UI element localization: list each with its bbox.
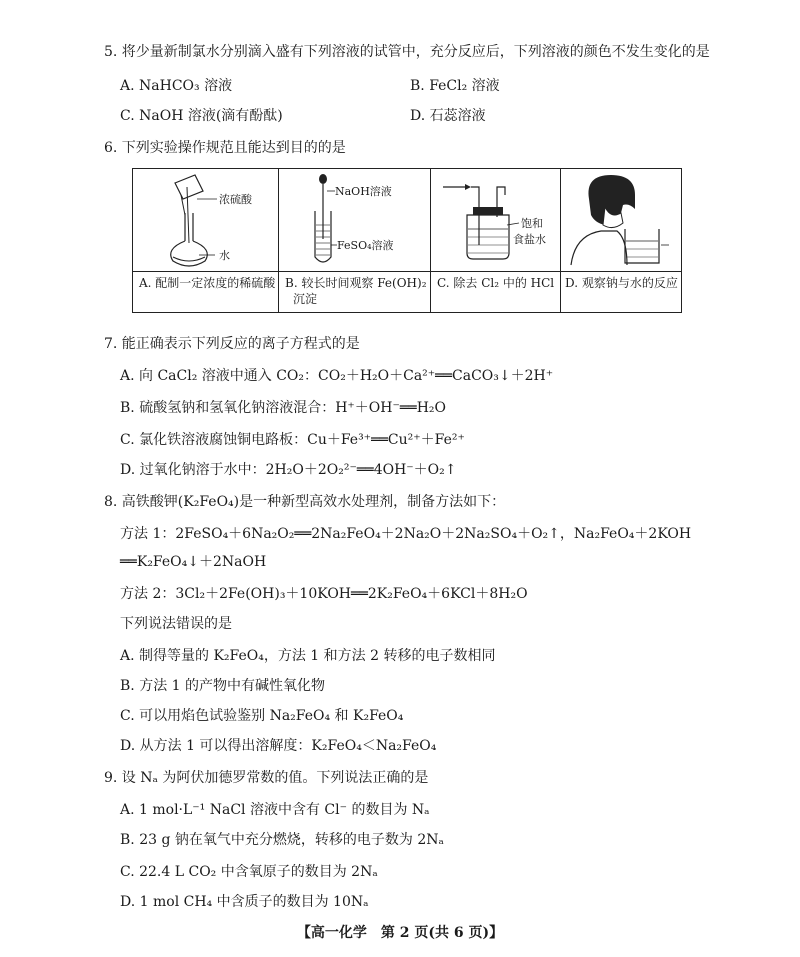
label-conc-acid: 浓硫酸 <box>219 193 252 206</box>
q5-option-a: A. NaHCO₃ 溶液 <box>120 78 233 94</box>
figure-cell-d <box>561 169 683 312</box>
caption-a: A. 配制一定浓度的稀硫酸 <box>139 276 276 290</box>
q6-stem: 6. 下列实验操作规范且能达到目的的是 <box>104 140 346 156</box>
sodium-water-observation-icon <box>561 169 683 271</box>
q7-stem: 7. 能正确表示下列反应的离子方程式的是 <box>104 336 360 352</box>
dilution-apparatus-icon <box>133 169 279 271</box>
q8-method-1-line1: 方法 1：2FeSO₄＋6Na₂O₂══2Na₂FeO₄＋2Na₂O＋2Na₂SO₄＋O₂↑，Na₂FeO₄＋2KOH <box>120 526 692 542</box>
q5-option-c: C. NaOH 溶液(滴有酚酞) <box>120 108 283 124</box>
q7-option-b: B. 硫酸氢钠和氢氧化钠溶液混合：H⁺＋OH⁻══H₂O <box>120 400 447 416</box>
label-naoh: NaOH溶液 <box>335 185 392 198</box>
caption-d: D. 观察钠与水的反应 <box>565 276 678 290</box>
q9-option-a: A. 1 mol·L⁻¹ NaCl 溶液中含有 Cl⁻ 的数目为 Nₐ <box>120 802 430 818</box>
q8-stem: 8. 高铁酸钾(K₂FeO₄)是一种新型高效水处理剂，制备方法如下： <box>104 494 506 510</box>
q9-stem: 9. 设 Nₐ 为阿伏加德罗常数的值。下列说法正确的是 <box>104 770 429 786</box>
figure-cell-a <box>133 169 279 312</box>
q8-option-b: B. 方法 1 的产物中有碱性氧化物 <box>120 678 325 694</box>
label-feso4: FeSO₄溶液 <box>337 239 394 252</box>
q9-option-b: B. 23 g 钠在氧气中充分燃烧，转移的电子数为 2Nₐ <box>120 832 444 848</box>
figure-cell-c <box>431 169 561 312</box>
caption-b <box>285 275 427 307</box>
label-water: 水 <box>219 249 230 262</box>
q7-option-c: C. 氯化铁溶液腐蚀铜电路板：Cu＋Fe³⁺══Cu²⁺＋Fe²⁺ <box>120 432 465 448</box>
caption-b-line2: 沉淀 <box>293 292 318 306</box>
caption-c: C. 除去 Cl₂ 中的 HCl <box>437 276 555 290</box>
caption-b-line1: B. 较长时间观察 Fe(OH)₂ <box>285 276 427 290</box>
label-brine-2: 食盐水 <box>513 233 546 246</box>
q8-option-d: D. 从方法 1 可以得出溶解度：K₂FeO₄＜Na₂FeO₄ <box>120 738 437 754</box>
q8-option-c: C. 可以用焰色试验鉴别 Na₂FeO₄ 和 K₂FeO₄ <box>120 708 404 724</box>
q8-method-1-line2: ══K₂FeO₄↓＋2NaOH <box>120 554 267 570</box>
q5-stem: 5. 将少量新制氯水分别滴入盛有下列溶液的试管中，充分反应后，下列溶液的颜色不发生变化的是 <box>104 44 710 60</box>
q5-option-b: B. FeCl₂ 溶液 <box>410 78 500 94</box>
page-footer: 【高一化学 第 2 页(共 6 页)】 <box>296 925 504 941</box>
figure-cell-b <box>279 169 431 312</box>
q8-option-a: A. 制得等量的 K₂FeO₄，方法 1 和方法 2 转移的电子数相同 <box>120 648 496 664</box>
q7-option-d: D. 过氧化钠溶于水中：2H₂O＋2O₂²⁻══4OH⁻＋O₂↑ <box>120 462 457 478</box>
q8-method-2: 方法 2：3Cl₂＋2Fe(OH)₃＋10KOH══2K₂FeO₄＋6KCl＋8H₂O <box>120 586 528 602</box>
experiment-figure-table <box>132 168 682 313</box>
label-brine-1: 饱和 <box>521 217 543 230</box>
q8-question: 下列说法错误的是 <box>120 616 232 632</box>
q9-option-d: D. 1 mol CH₄ 中含质子的数目为 10Nₐ <box>120 894 369 910</box>
q5-option-d: D. 石蕊溶液 <box>410 108 486 124</box>
q9-option-c: C. 22.4 L CO₂ 中含氧原子的数目为 2Nₐ <box>120 864 378 880</box>
q7-option-a: A. 向 CaCl₂ 溶液中通入 CO₂：CO₂＋H₂O＋Ca²⁺══CaCO₃↓＋2H⁺ <box>120 368 554 384</box>
